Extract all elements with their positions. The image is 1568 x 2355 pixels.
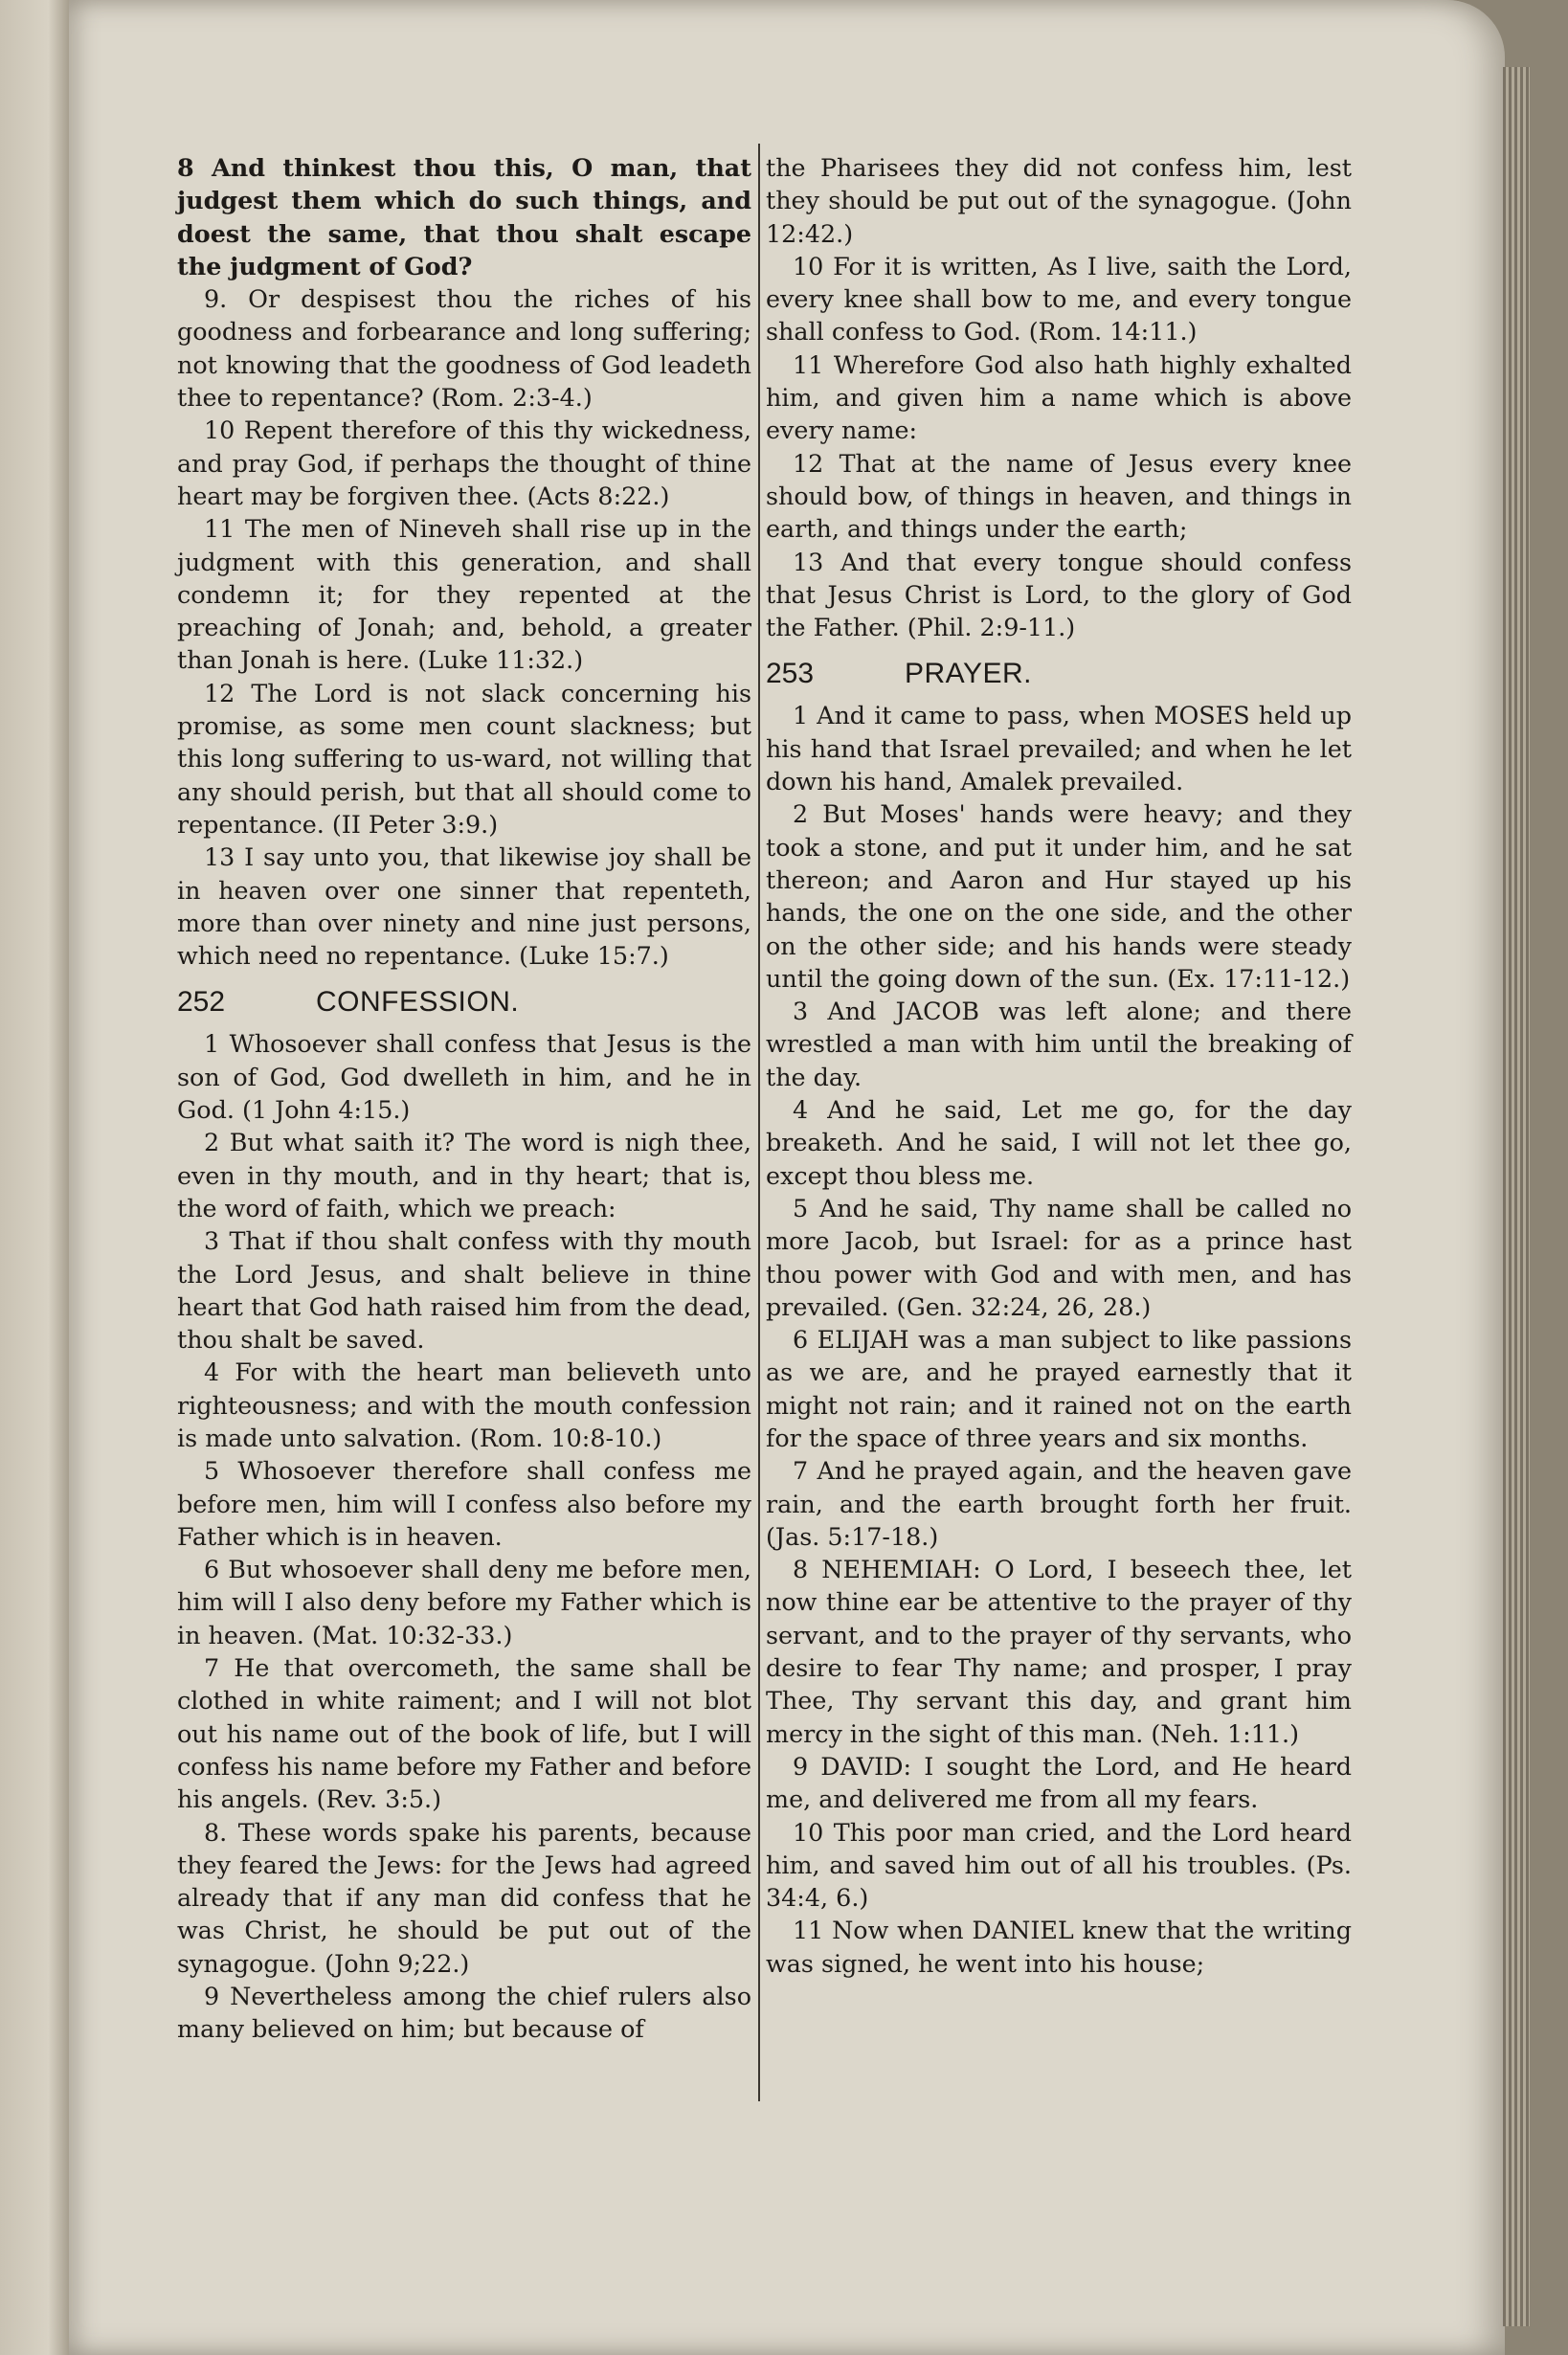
- column-divider: [758, 144, 760, 2101]
- verse: 3 That if thou shalt confess with thy mouth the Lord Jesus, and shalt believe in thine heart that God hath raised him from the dead, thou shalt be saved.: [177, 1226, 751, 1355]
- verse: 6 But whosoever shall deny me before men, him will I also deny before my Father which is in heaven. (Mat. 10:32-33.): [177, 1555, 751, 1649]
- verse: 4 And he said, Let me go, for the day breaketh. And he said, I will not let thee go, except thou bless me.: [766, 1095, 1352, 1190]
- section-heading: [177, 979, 751, 1025]
- verse: 2 But what saith it? The word is nigh thee, even in thy mouth, and in thy heart; that is, the word of faith, which we preach:: [177, 1128, 751, 1222]
- verse: 5 Whosoever therefore shall confess me before men, him will I confess also before my Father which is in heaven.: [177, 1456, 751, 1551]
- verse: 9 DAVID: I sought the Lord, and He heard me, and delivered me from all my fears.: [766, 1751, 1352, 1814]
- section-heading: [766, 651, 1352, 697]
- right-column: [766, 151, 1352, 1980]
- verse: 1 Whosoever shall confess that Jesus is the son of God, God dwelleth in him, and he in God. (1 John 4:15.): [177, 1029, 751, 1125]
- verse: 9 Nevertheless among the chief rulers also many believed on him; but because of: [177, 1982, 751, 2044]
- verse: 1 And it came to pass, when MOSES held up his hand that Israel prevailed; and when he let down his hand, Amalek prevailed.: [766, 701, 1352, 796]
- verse: 7 And he prayed again, and the heaven gave rain, and the earth brought forth her fruit. (Jas. 5:17-18.): [766, 1456, 1352, 1551]
- section-title: CONFESSION.: [316, 986, 520, 1019]
- verse: 3 And JACOB was left alone; and there wrestled a man with him until the breaking of the day.: [766, 997, 1352, 1091]
- section-number: 253: [766, 658, 815, 690]
- left-column: [177, 151, 751, 2046]
- verse: 10 Repent therefore of this thy wickedness, and pray God, if perhaps the thought of thine heart may be forgiven thee. (Acts 8:22.): [177, 415, 751, 510]
- verse: 11 The men of Nineveh shall rise up in the judgment with this generation, and shall condemn it; for they repented at the preaching of Jonah; and, behold, a greater than Jonah is here. (Luke 11:32.): [177, 514, 751, 675]
- verse: 13 I say unto you, that likewise joy shall be in heaven over one sinner that repenteth, more than over ninety and nine just persons, which need no repentance. (Luke 15:7.): [177, 842, 751, 971]
- previous-page-edge: [0, 0, 69, 2355]
- verse: the Pharisees they did not confess him, lest they should be put out of the synagogue. (John 12:42.): [766, 153, 1352, 248]
- verse: 12 That at the name of Jesus every knee should bow, of things in heaven, and things in earth, and things under the earth;: [766, 448, 1352, 544]
- verse: 8 And thinkest thou this, O man, that judgest them which do such things, and doest the same, that thou shalt escape the judgment of God?: [177, 153, 751, 280]
- verse: 10 This poor man cried, and the Lord heard him, and saved him out of all his troubles. (Ps. 34:4, 6.): [766, 1817, 1352, 1913]
- verse: 8. These words spake his parents, because they feared the Jews: for the Jews had agreed already that if any man did confess that he was Christ, he should be put out of the synagogue. (John 9;22.): [177, 1817, 751, 1978]
- verse: 11 Now when DANIEL knew that the writing was signed, he went into his house;: [766, 1916, 1352, 1978]
- verse: 11 Wherefore God also hath highly exhalted him, and given him a name which is above every name:: [766, 349, 1352, 445]
- verse: 5 And he said, Thy name shall be called no more Jacob, but Israel: for as a prince hast thou power with God and with men, and has prevailed. (Gen. 32:24, 26, 28.): [766, 1193, 1352, 1321]
- verse: 10 For it is written, As I live, saith the Lord, every knee shall bow to me, and every tongue shall confess to God. (Rom. 14:11.): [766, 251, 1352, 347]
- verse: 7 He that overcometh, the same shall be clothed in white raiment; and I will not blot out his name out of the book of life, but I will confess his name before my Father and before his angels. (Rev. 3:5.): [177, 1653, 751, 1814]
- section-number: 252: [177, 986, 226, 1019]
- verse: 2 But Moses' hands were heavy; and they took a stone, and put it under him, and he sat thereon; and Aaron and Hur stayed up his hands, the one on the one side, and the other on the other side; and his hands were steady until the going down of the sun. (Ex. 17:11-12.): [766, 799, 1352, 993]
- verse: 12 The Lord is not slack concerning his promise, as some men count slackness; but this long suffering to us-ward, not willing that any should perish, but that all should come to repentance. (II Peter 3:9.): [177, 678, 751, 839]
- section-title: PRAYER.: [905, 658, 1032, 690]
- verse: 9. Or despisest thou the riches of his goodness and forbearance and long suffering; not knowing that the goodness of God leadeth thee to repentance? (Rom. 2:3-4.): [177, 284, 751, 413]
- page-stack-edge: [1503, 67, 1530, 2326]
- verse: 4 For with the heart man believeth unto righteousness; and with the mouth confession is made unto salvation. (Rom. 10:8-10.): [177, 1357, 751, 1452]
- verse: 13 And that every tongue should confess that Jesus Christ is Lord, to the glory of God the Father. (Phil. 2:9-11.): [766, 547, 1352, 642]
- verse: 8 NEHEMIAH: O Lord, I beseech thee, let now thine ear be attentive to the prayer of thy servant, and to the prayer of thy servants, who desire to fear Thy name; and prosper, I pray Thee, Thy servant this day, and grant him mercy in the sight of this man. (Neh. 1:11.): [766, 1555, 1352, 1748]
- verse: 6 ELIJAH was a man subject to like passions as we are, and he prayed earnestly that it might not rain; and it rained not on the earth for the space of three years and six months.: [766, 1325, 1352, 1452]
